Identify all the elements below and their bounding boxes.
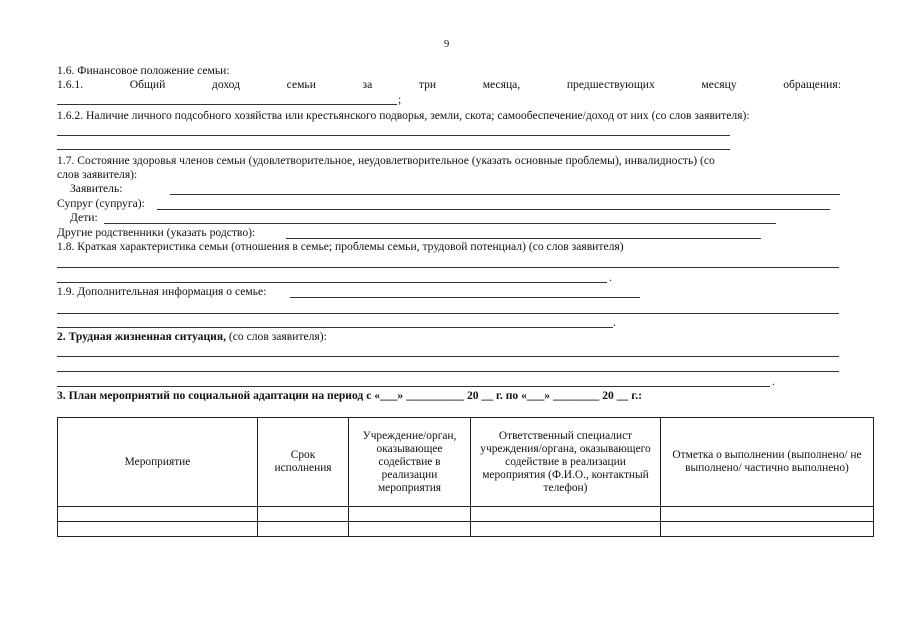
col-header-completion-mark: Отметка о выполнении (выполнено/ не выполнено/ частично выполнено)	[661, 418, 874, 507]
spouse-health-line[interactable]	[157, 209, 830, 210]
additional-info-end: .	[613, 316, 616, 329]
family-characteristics-end: .	[609, 271, 612, 284]
family-characteristics-line-1[interactable]	[57, 267, 839, 268]
section-2-bold: 2. Трудная жизненная ситуация,	[57, 330, 226, 343]
page-number: 9	[444, 39, 450, 50]
col-header-deadline: Срок исполнения	[258, 418, 349, 507]
additional-info-line-3[interactable]	[57, 327, 613, 328]
table-cell[interactable]	[258, 522, 349, 537]
table-cell[interactable]	[661, 507, 874, 522]
adaptation-plan-table	[57, 417, 874, 537]
section-1-6-2-text: 1.6.2. Наличие личного подсобного хозяйства или крестьянского подворья, земли, скота; самообеспечение/доход от них (со слов заявителя):	[57, 109, 750, 122]
spouse-label: Супруг (супруга):	[57, 197, 145, 210]
situation-line-3[interactable]	[57, 386, 770, 387]
col-header-institution: Учреждение/орган, оказывающее содействие в реализации мероприятия	[349, 418, 471, 507]
section-1-7-text-cont: слов заявителя):	[57, 168, 138, 181]
additional-info-line-1[interactable]	[290, 297, 640, 298]
section-2-heading	[57, 330, 327, 343]
family-characteristics-line-2[interactable]	[57, 282, 607, 283]
section-1-6-1-word: за	[362, 78, 373, 91]
section-1-6-1-text	[57, 78, 841, 91]
section-2-rest: (со слов заявителя):	[226, 330, 327, 343]
table-cell[interactable]	[471, 522, 661, 537]
section-1-6-title: 1.6. Финансовое положение семьи:	[57, 64, 230, 77]
section-1-9-text: 1.9. Дополнительная информация о семье:	[57, 285, 267, 298]
section-1-6-1-word: 1.6.1.	[57, 78, 84, 91]
situation-end: .	[772, 375, 775, 388]
children-label: Дети:	[70, 211, 98, 224]
col-header-activity: Мероприятие	[58, 418, 258, 507]
table-cell[interactable]	[349, 522, 471, 537]
relatives-health-line[interactable]	[286, 238, 761, 239]
household-answer-line-1[interactable]	[57, 135, 730, 136]
section-1-6-1-word: предшествующих	[566, 78, 655, 91]
table-row	[58, 522, 874, 537]
section-1-6-1-word: доход	[211, 78, 241, 91]
section-1-6-1-word: месяца,	[482, 78, 521, 91]
table-cell[interactable]	[58, 507, 258, 522]
section-1-6-1-word: обращения:	[783, 78, 841, 91]
section-1-6-1-word: семьи	[286, 78, 316, 91]
household-answer-line-2[interactable]	[57, 149, 730, 150]
section-1-6-1-word: три	[418, 78, 437, 91]
income-answer-line[interactable]	[57, 104, 397, 105]
section-3-heading: 3. План мероприятий по социальной адаптации на период с «___» __________ 20 __ г. по «___» ________ 20 __ г.:	[57, 389, 642, 402]
table-row	[58, 507, 874, 522]
situation-line-2[interactable]	[57, 371, 839, 372]
section-1-6-1-word: месяцу	[701, 78, 737, 91]
section-1-6-1-word: Общий	[129, 78, 166, 91]
children-health-line[interactable]	[104, 223, 776, 224]
additional-info-line-2[interactable]	[57, 313, 839, 314]
table-cell[interactable]	[258, 507, 349, 522]
section-1-7-text: 1.7. Состояние здоровья членов семьи (удовлетворительное, неудовлетворительное (указать основные проблемы), инвалидность) (со	[57, 154, 715, 167]
table-cell[interactable]	[471, 507, 661, 522]
table-header-row	[58, 418, 874, 507]
relatives-label: Другие родственники (указать родство):	[57, 226, 256, 239]
applicant-health-line[interactable]	[170, 194, 840, 195]
section-1-8-text: 1.8. Краткая характеристика семьи (отношения в семье; проблемы семьи, трудовой потенциал) (со слов заявителя)	[57, 240, 624, 253]
table-cell[interactable]	[58, 522, 258, 537]
income-line-end: ;	[398, 93, 402, 106]
situation-line-1[interactable]	[57, 356, 839, 357]
table-cell[interactable]	[661, 522, 874, 537]
col-header-specialist: Ответственный специалист учреждения/органа, оказывающего содействие в реализации мероприятия (Ф.И.О., контактный телефон)	[471, 418, 661, 507]
table-cell[interactable]	[349, 507, 471, 522]
applicant-label: Заявитель:	[70, 182, 123, 195]
